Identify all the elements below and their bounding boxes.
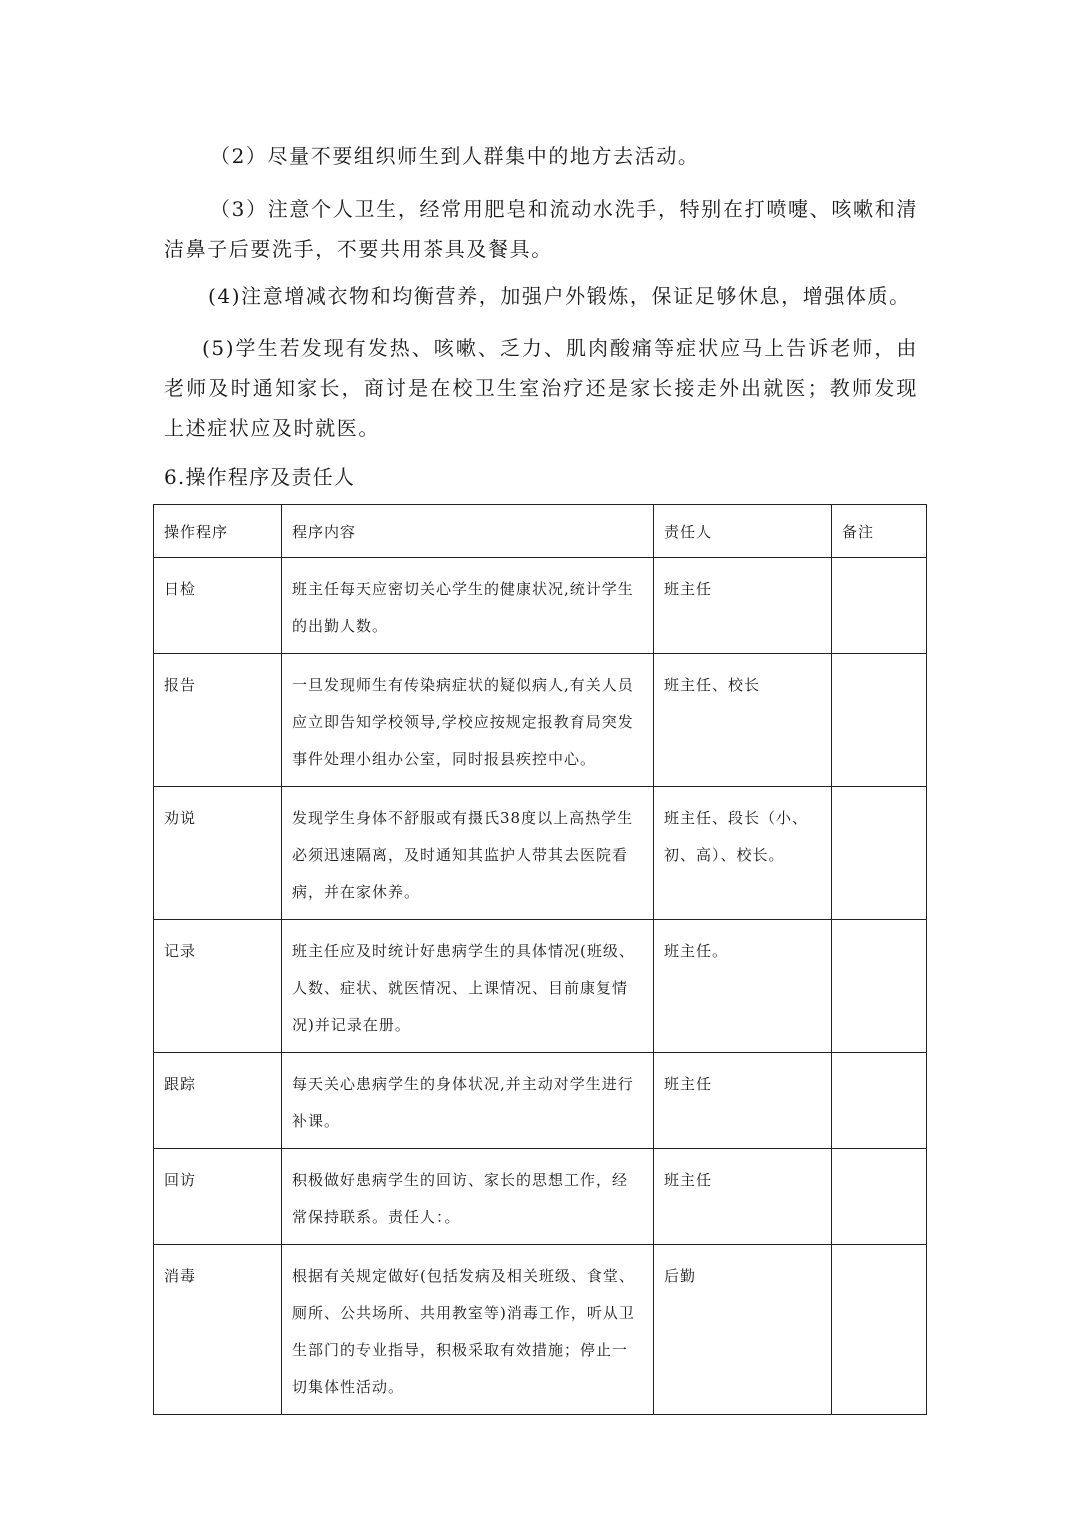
procedure-table (153, 504, 927, 1415)
table-row (154, 787, 927, 920)
header-procedure: 操作程序 (154, 505, 282, 558)
cell-content: 每天关心患病学生的身体状况,并主动对学生进行补课。 (282, 1053, 654, 1149)
cell-procedure: 报告 (154, 654, 282, 787)
cell-content: 根据有关规定做好(包括发病及相关班级、食堂、厕所、公共场所、共用教室等)消毒工作，听从卫生部门的专业指导，积极采取有效措施；停止一切集体性活动。 (282, 1245, 654, 1415)
table-row (154, 558, 927, 654)
cell-remarks (832, 1149, 927, 1245)
cell-procedure: 消毒 (154, 1245, 282, 1415)
paragraph-4: (4)注意增减衣物和均衡营养，加强户外锻炼，保证足够休息，增强体质。 (208, 284, 911, 308)
cell-remarks (832, 920, 927, 1053)
paragraph-3: （3）注意个人卫生，经常用肥皂和流动水洗手，特别在打喷嚏、咳嗽和清洁鼻子后要洗手，不要共用茶具及餐具。 (164, 197, 918, 261)
cell-remarks (832, 787, 927, 920)
header-content: 程序内容 (282, 505, 654, 558)
cell-responsible: 班主任、段长（小、初、高）、校长。 (654, 787, 832, 920)
cell-procedure: 日检 (154, 558, 282, 654)
table-header-row (154, 505, 927, 558)
header-responsible: 责任人 (654, 505, 832, 558)
table-row (154, 920, 927, 1053)
table-row (154, 654, 927, 787)
cell-procedure: 记录 (154, 920, 282, 1053)
cell-remarks (832, 558, 927, 654)
table-row (154, 1149, 927, 1245)
cell-responsible: 班主任。 (654, 920, 832, 1053)
cell-procedure: 回访 (154, 1149, 282, 1245)
cell-procedure: 劝说 (154, 787, 282, 920)
cell-responsible: 班主任、校长 (654, 654, 832, 787)
cell-remarks (832, 1053, 927, 1149)
cell-responsible: 后勤 (654, 1245, 832, 1415)
cell-responsible: 班主任 (654, 558, 832, 654)
cell-content: 班主任应及时统计好患病学生的具体情况(班级、人数、症状、就医情况、上课情况、目前康复情况)并记录在册。 (282, 920, 654, 1053)
cell-remarks (832, 1245, 927, 1415)
paragraph-5: (5)学生若发现有发热、咳嗽、乏力、肌肉酸痛等症状应马上告诉老师，由老师及时通知家长，商讨是在校卫生室治疗还是家长接走外出就医；教师发现上述症状应及时就医。 (164, 336, 918, 440)
cell-remarks (832, 654, 927, 787)
table-row (154, 1245, 927, 1415)
cell-responsible: 班主任 (654, 1053, 832, 1149)
cell-content: 一旦发现师生有传染病症状的疑似病人,有关人员应立即告知学校领导,学校应按规定报教育局突发事件处理小组办公室，同时报县疾控中心。 (282, 654, 654, 787)
cell-procedure: 跟踪 (154, 1053, 282, 1149)
cell-content: 积极做好患病学生的回访、家长的思想工作，经常保持联系。责任人：。 (282, 1149, 654, 1245)
cell-responsible: 班主任 (654, 1149, 832, 1245)
header-remarks: 备注 (832, 505, 927, 558)
section-title: 6.操作程序及责任人 (164, 465, 356, 489)
cell-content: 发现学生身体不舒服或有摄氏38度以上高热学生必须迅速隔离，及时通知其监护人带其去医院看病，并在家休养。 (282, 787, 654, 920)
paragraph-2: （2）尽量不要组织师生到人群集中的地方去活动。 (210, 144, 700, 168)
table-row (154, 1053, 927, 1149)
cell-content: 班主任每天应密切关心学生的健康状况,统计学生的出勤人数。 (282, 558, 654, 654)
